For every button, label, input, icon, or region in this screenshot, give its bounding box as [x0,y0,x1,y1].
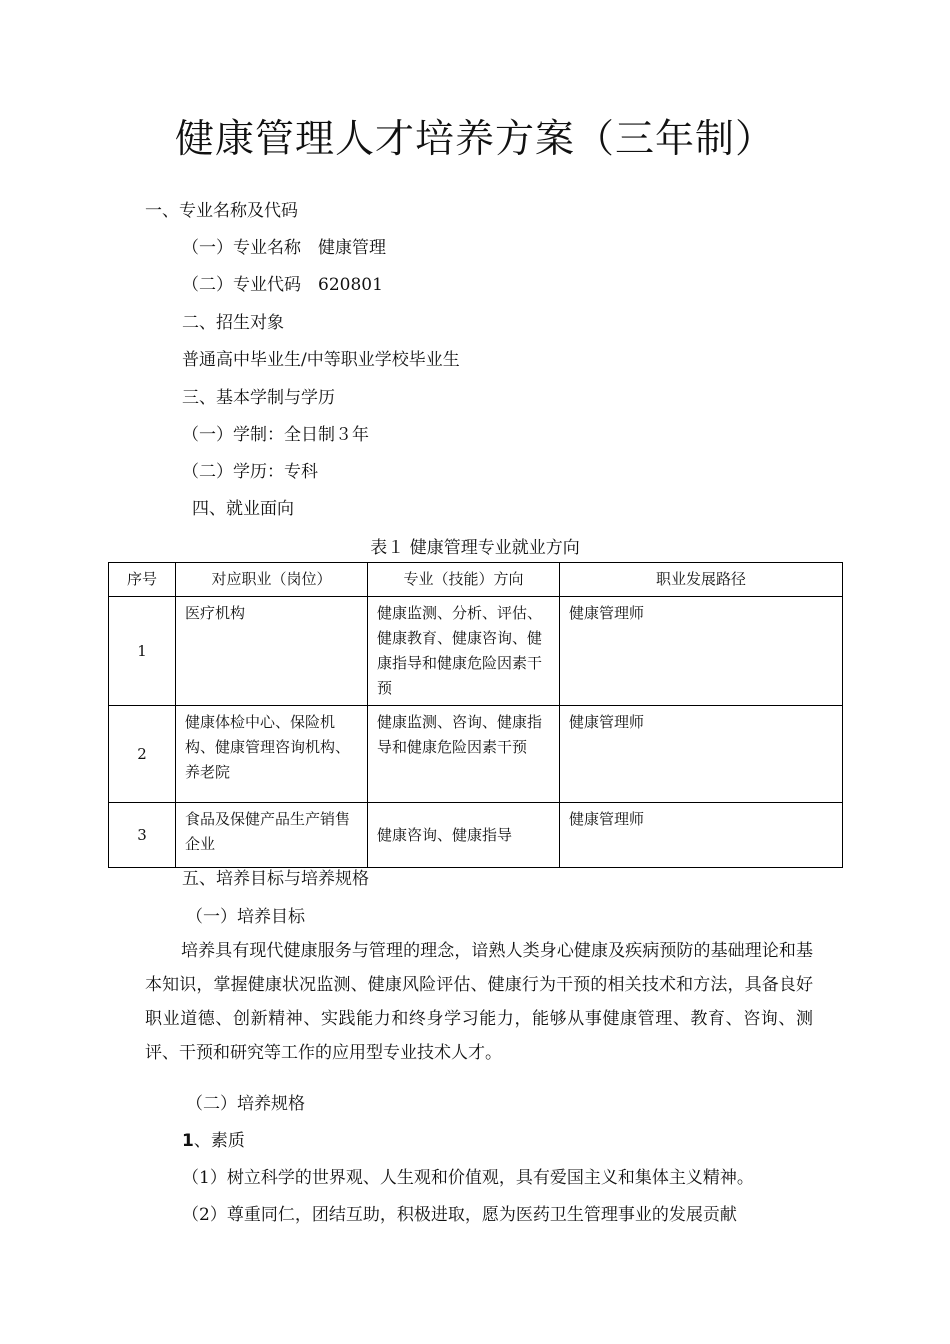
document-title: 健康管理人才培养方案（三年制） [174,117,775,162]
quality-item-1: （1）树立科学的世界观、人生观和价值观，具有爱国主义和集体主义精神。 [182,1168,754,1188]
training-goal-text: 培养具有现代健康服务与管理的理念，谙熟人类身心健康及疾病预防的基础理论和基本知识，掌握健康状况监测、健康风险评估、健康行为干预的相关技术和方法，具备良好职业道德、创新精神、实践能力和终身学习能力，能够从事健康管理、教育、咨询、测评、干预和研究等工作的应用型专业技术人才。 [145,941,813,1063]
major-code: （二）专业代码 620801 [182,275,383,295]
row-no: 2 [109,706,176,803]
training-spec-heading: （二）培养规格 [186,1094,305,1114]
col-header-path: 职业发展路径 [560,563,843,597]
degree-level: （二）学历：专科 [182,462,318,482]
section-4-heading: 四、就业面向 [192,499,294,519]
quality-item-2: （2）尊重同仁，团结互助，积极进取，愿为医药卫生管理事业的发展贡献 [182,1205,737,1225]
row-path: 健康管理师 [560,706,843,803]
section-3-heading: 三、基本学制与学历 [182,388,335,408]
col-header-direction: 专业（技能）方向 [368,563,560,597]
row-no: 1 [109,597,176,706]
quality-heading [182,1126,245,1151]
row-job: 食品及保健产品生产销售企业 [176,803,368,868]
section-5-heading: 五、培养目标与培养规格 [182,869,369,889]
row-job: 医疗机构 [176,597,368,706]
training-goal-heading: （一）培养目标 [186,907,305,927]
row-path: 健康管理师 [560,803,843,868]
major-name: （一）专业名称 健康管理 [182,238,386,258]
row-direction: 健康监测、分析、评估、健康教育、健康咨询、健康指导和健康危险因素干预 [368,597,560,706]
table-header-row [109,563,843,597]
row-path: 健康管理师 [560,597,843,706]
col-header-job: 对应职业（岗位） [176,563,368,597]
study-length: （一）学制：全日制３年 [182,425,369,445]
row-direction: 健康咨询、健康指导 [368,803,560,868]
quality-label: 、素质 [193,1131,245,1151]
row-job: 健康体检中心、保险机构、健康管理咨询机构、养老院 [176,706,368,803]
section-1-heading: 一、专业名称及代码 [145,201,298,221]
section-2-heading: 二、招生对象 [182,313,284,333]
quality-number: 1 [182,1131,194,1151]
col-header-no: 序号 [109,563,176,597]
table-row [109,706,843,803]
enrollment-target: 普通高中毕业生/中等职业学校毕业生 [182,350,460,370]
row-no: 3 [109,803,176,868]
table-row [109,803,843,868]
table-caption: 表１ 健康管理专业就业方向 [370,538,580,558]
table-row [109,597,843,706]
employment-table [108,562,843,868]
row-direction: 健康监测、咨询、健康指导和健康危险因素干预 [368,706,560,803]
